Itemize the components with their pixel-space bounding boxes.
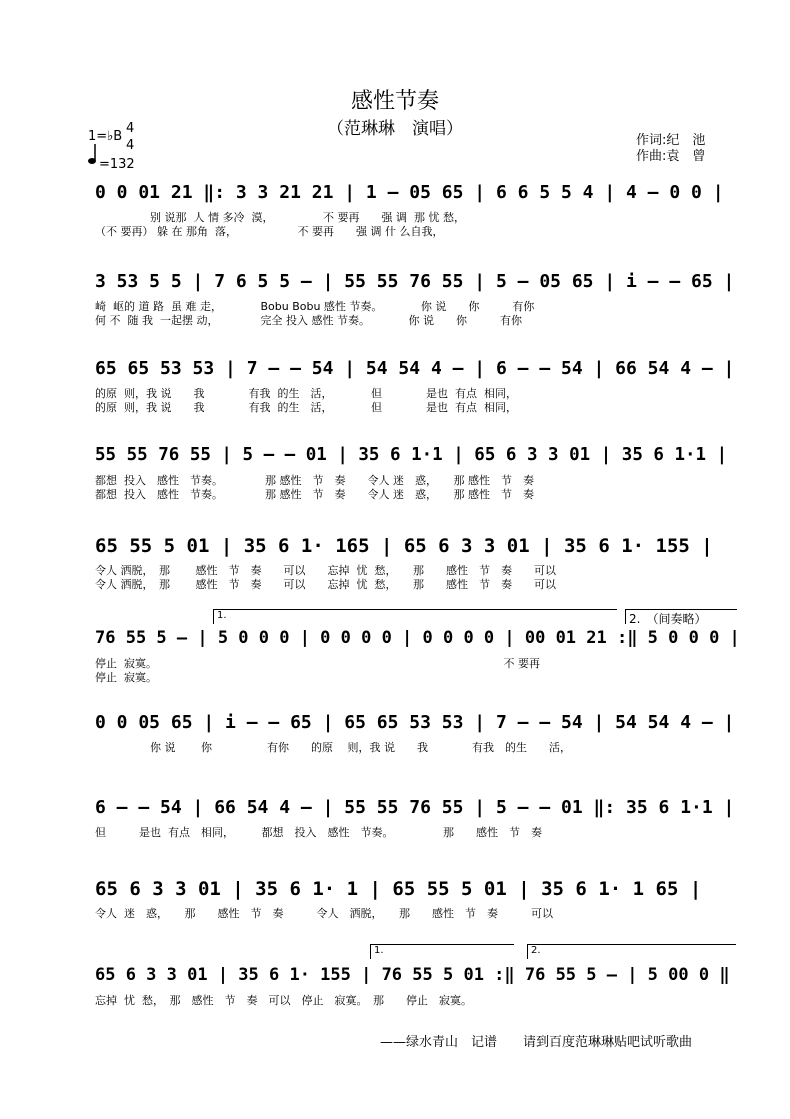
notes-row-5: 65 55 5 01 | 35 6 1· 165 | 65 6 3 3 01 | 35 6 1· 155 |: [95, 535, 713, 557]
score-row-6: [95, 610, 740, 688]
footer-note: ——绿水青山 记谱 请到百度范琳琳贴吧试听歌曲: [380, 1035, 693, 1050]
lyrics-row-3-verse-2: 的原 则，我 说 我 有我 的生 活， 但 是也 有点 相同，: [95, 401, 517, 414]
quarter-note-icon: [88, 143, 98, 165]
lyrics-row-1-verse-2: （不 要再） 躲 在 那角 落， 不 要再 强 调 什 么自我，: [95, 225, 444, 238]
lyrics-row-7-verse-1: 你 说 你 有你 的原 则，我 说 我 有我 的生 活，: [95, 741, 571, 754]
lyrics-row-1-verse-1: 别 说那 人 情 多冷 漠， 不 要再 强 调 那 忧 愁，: [95, 211, 465, 224]
key-signature: 1=♭B: [88, 129, 123, 144]
score-row-4: [95, 445, 740, 505]
notes-row-6: 76 55 5 – | 5 0 0 0 | 0 0 0 0 | 0 0 0 0 | 00 01 21 :‖ 5 0 0 0 |: [95, 628, 740, 648]
time-signature-bottom: 4: [126, 138, 135, 153]
lyrics-row-5-verse-1: 令人 洒脱， 那 感性 节 奏 可以 忘掉 忧 愁， 那 感性 节 奏 可以: [95, 564, 556, 577]
lyrics-row-10-verse-1: 忘掉 忧 愁， 那 感性 节 奏 可以 停止 寂寞。 那 停止 寂寞。: [95, 994, 472, 1007]
notes-row-8: 6 – – 54 | 66 54 4 – | 55 55 76 55 | 5 – – 01 ‖: 35 6 1·1 |: [95, 797, 735, 818]
lyrics-row-5-verse-2: 令人 洒脱， 那 感性 节 奏 可以 忘掉 忧 愁， 那 感性 节 奏 可以: [95, 578, 556, 591]
lyrics-row-3-verse-1: 的原 则，我 说 我 有我 的生 活， 但 是也 有点 相同，: [95, 387, 517, 400]
lyrics-row-4-verse-2: 都想 投入 感性 节奏。 那 感性 节 奏 令人 迷 惑， 那 感性 节 奏: [95, 488, 534, 501]
lyrics-row-4-verse-1: 都想 投入 感性 节奏。 那 感性 节 奏 令人 迷 惑， 那 感性 节 奏: [95, 474, 534, 487]
notes-row-3: 65 65 53 53 | 7 – – 54 | 54 54 4 – | 6 – – 54 | 66 54 4 – |: [95, 358, 735, 379]
notes-row-7: 0 0 05 65 | i – – 65 | 65 65 53 53 | 7 – – 54 | 54 54 4 – |: [95, 712, 735, 733]
tempo-marking: =132: [99, 157, 135, 172]
lyrics-row-6-verse-2: 停止 寂寞。: [95, 671, 157, 684]
notes-row-10: 65 6 3 3 01 | 35 6 1· 155 | 76 55 5 01 :‖ 76 55 5 – | 5 00 0 ‖: [95, 965, 730, 985]
notes-row-4: 55 55 76 55 | 5 – – 01 | 35 6 1·1 | 65 6 3 3 01 | 35 6 1·1 |: [95, 445, 728, 465]
song-title: 感性节奏: [350, 89, 439, 114]
volta-ending-1: 1.: [213, 609, 617, 624]
lyrics-row-2-verse-2: 何 不 随 我 一起摆 动， 完全 投入 感性 节奏。 你 说 你 有你: [95, 314, 522, 327]
lyrics-row-9-verse-1: 令人 迷 惑， 那 感性 节 奏 令人 洒脱， 那 感性 节 奏 可以: [95, 907, 553, 920]
volta-ending-2: 2. （间奏略）: [625, 609, 737, 624]
notes-row-1: 0 0 01 21 ‖: 3 3 21 21 | 1 – 05 65 | 6 6 5 5 4 | 4 – 0 0 |: [95, 182, 724, 203]
score-row-2: [95, 271, 740, 331]
score-row-9: [95, 878, 740, 938]
score-row-10: [95, 945, 740, 1025]
notes-row-9: 65 6 3 3 01 | 35 6 1· 1 | 65 55 5 01 | 35 6 1· 1 65 |: [95, 878, 702, 900]
lyrics-row-8-verse-1: 但 是也 有点 相同， 都想 投入 感性 节奏。 那 感性 节 奏: [95, 826, 542, 839]
lyricist-credit: 作词:纪 池: [636, 133, 706, 148]
composer-credit: 作曲:袁 曾: [636, 149, 706, 164]
volta-ending-1-final: 1.: [370, 944, 514, 959]
time-signature-top: 4: [126, 121, 135, 136]
score-row-3: [95, 358, 740, 418]
song-subtitle: （范琳琳 演唱）: [327, 119, 463, 139]
lyrics-row-2-verse-1: 崎 岖的 道 路 虽 难 走， Bobu Bobu 感性 节奏。 你 说 你 有你: [95, 300, 535, 313]
score-row-8: [95, 797, 740, 857]
notes-row-2: 3 53 5 5 | 7 6 5 5 – | 55 55 76 55 | 5 – 05 65 | i – – 65 |: [95, 271, 735, 292]
lyrics-row-6-verse-1: 停止 寂寞。 不 要再: [95, 657, 540, 670]
score-row-7: [95, 712, 740, 772]
volta-ending-2-final: 2.: [527, 944, 736, 959]
score-row-5: [95, 535, 740, 595]
score-row-1: [95, 182, 740, 242]
